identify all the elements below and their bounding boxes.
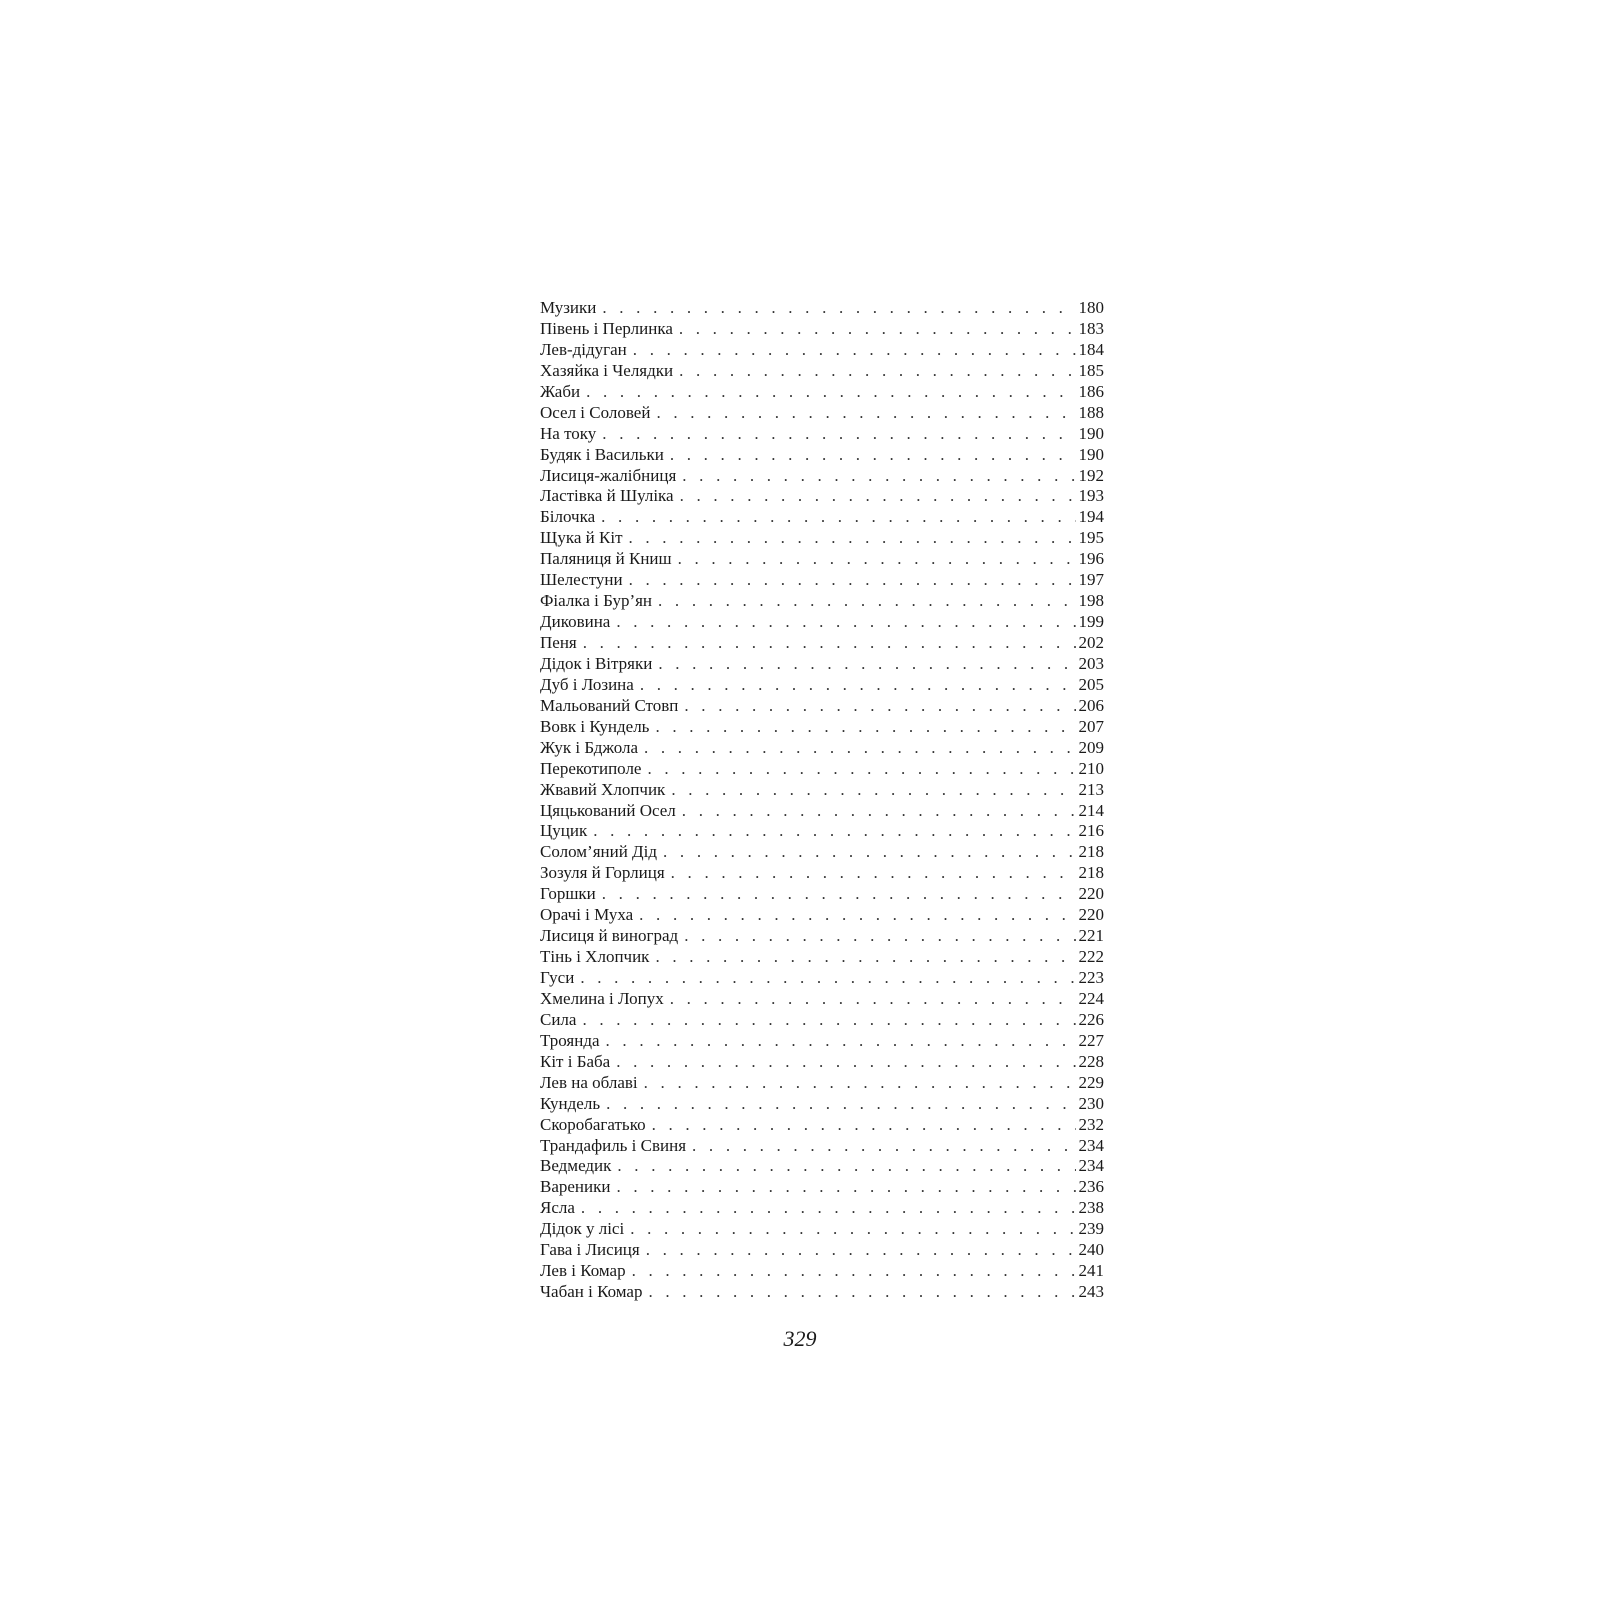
toc-entry-page: 220	[1078, 884, 1104, 904]
toc-dot-leader	[586, 382, 1075, 403]
toc-entry	[540, 1282, 1104, 1303]
toc-dot-leader	[616, 612, 1075, 633]
toc-dot-leader	[682, 466, 1075, 487]
toc-entry	[540, 1240, 1104, 1261]
toc-entry-title: Сила	[540, 1009, 577, 1029]
toc-entry	[540, 968, 1104, 989]
toc-entry	[540, 1052, 1104, 1073]
toc-entry-title: Перекотиполе	[540, 758, 642, 778]
toc-entry-title: Гуси	[540, 968, 575, 987]
toc-entry-page: 206	[1078, 695, 1104, 715]
toc-dot-leader	[616, 1177, 1075, 1198]
toc-entry-page: 240	[1078, 1240, 1104, 1260]
toc-entry-page: 183	[1078, 318, 1104, 338]
toc-entry-title: Диковина	[540, 612, 611, 632]
toc-entry-page: 221	[1078, 926, 1104, 946]
toc-entry	[540, 1198, 1104, 1219]
toc-entry-title: Цяцькований Осел	[540, 800, 676, 820]
toc-dot-leader	[671, 780, 1075, 801]
toc-entry-page: 234	[1078, 1135, 1104, 1155]
toc-entry	[540, 717, 1104, 738]
toc-entry	[540, 528, 1104, 549]
toc-dot-leader	[646, 1240, 1076, 1261]
toc-dot-leader	[602, 424, 1075, 445]
toc-entry-title: Лев і Комар	[540, 1261, 626, 1281]
toc-entry	[540, 884, 1104, 905]
toc-dot-leader	[606, 1094, 1075, 1115]
toc-entry-page: 220	[1078, 905, 1104, 925]
toc-dot-leader	[583, 633, 1076, 654]
toc-entry-title: Хмелина і Лопух	[540, 988, 664, 1008]
toc-dot-leader	[658, 654, 1075, 675]
toc-entry	[540, 1115, 1104, 1136]
toc-dot-leader	[602, 298, 1075, 319]
toc-entry-page: 229	[1078, 1072, 1104, 1092]
toc-entry	[540, 989, 1104, 1010]
toc-entry	[540, 947, 1104, 968]
toc-dot-leader	[580, 968, 1075, 989]
toc-entry-page: 195	[1078, 528, 1104, 548]
toc-dot-leader	[680, 486, 1076, 507]
toc-entry-page: 218	[1078, 842, 1104, 862]
toc-entry-page: 223	[1078, 968, 1104, 987]
toc-entry-page: 185	[1078, 360, 1104, 380]
toc-entry	[540, 905, 1104, 926]
toc-entry-title: Жук і Бджола	[540, 737, 638, 757]
toc-dot-leader	[639, 905, 1075, 926]
toc-dot-leader	[682, 801, 1076, 822]
toc-entry-title: Ясла	[540, 1198, 575, 1218]
toc-dot-leader	[671, 863, 1076, 884]
toc-entry-title: Лев на облаві	[540, 1072, 638, 1092]
toc-entry-page: 202	[1078, 633, 1104, 652]
toc-dot-leader	[640, 675, 1076, 696]
toc-dot-leader	[652, 1115, 1076, 1136]
toc-entry-page: 218	[1078, 863, 1104, 883]
toc-dot-leader	[630, 1219, 1075, 1240]
toc-dot-leader	[601, 507, 1075, 528]
toc-dot-leader	[593, 821, 1075, 842]
toc-entry	[540, 486, 1104, 507]
toc-entry-page: 205	[1078, 674, 1104, 694]
toc-entry	[540, 1031, 1104, 1052]
toc-entry-page: 236	[1078, 1177, 1104, 1197]
toc-entry-title: Гава і Лисиця	[540, 1240, 640, 1260]
toc-entry-page: 190	[1078, 444, 1104, 464]
toc-entry	[540, 298, 1104, 319]
toc-dot-leader	[644, 738, 1076, 759]
toc-entry-title: Лисиця-жалібниця	[540, 465, 677, 485]
toc-dot-leader	[692, 1136, 1075, 1157]
toc-dot-leader	[678, 549, 1076, 570]
toc-dot-leader	[632, 1261, 1076, 1282]
toc-entry-page: 230	[1078, 1093, 1104, 1113]
toc-entry-page: 186	[1078, 381, 1104, 401]
toc-entry-page: 224	[1078, 988, 1104, 1008]
toc-entry	[540, 926, 1104, 947]
toc-entry-title: Будяк і Васильки	[540, 444, 664, 464]
toc-entry-title: Дуб і Лозина	[540, 674, 634, 694]
toc-entry-page: 214	[1078, 800, 1104, 820]
toc-entry	[540, 696, 1104, 717]
toc-entry-title: Пеня	[540, 633, 577, 652]
toc-entry	[540, 445, 1104, 466]
toc-entry-title: Лев-дідуган	[540, 339, 627, 359]
toc-entry	[540, 1156, 1104, 1177]
toc-dot-leader	[629, 570, 1076, 591]
toc-entry	[540, 466, 1104, 487]
toc-entry-title: Тінь і Хлопчик	[540, 947, 650, 967]
toc-dot-leader	[658, 591, 1075, 612]
toc-entry-title: На току	[540, 423, 597, 443]
toc-entry-page: 199	[1078, 612, 1104, 632]
toc-entry-page: 241	[1078, 1261, 1104, 1281]
toc-entry-title: Ластівка й Шуліка	[540, 486, 674, 506]
toc-entry	[540, 382, 1104, 403]
toc-dot-leader	[647, 759, 1075, 780]
toc-entry	[540, 863, 1104, 884]
toc-entry-page: 243	[1078, 1282, 1104, 1302]
toc-entry-page: 213	[1078, 779, 1104, 799]
toc-entry-title: Чабан і Комар	[540, 1282, 643, 1302]
toc-entry-title: Білочка	[540, 507, 596, 527]
toc-entry-title: Паляниця й Книш	[540, 549, 672, 569]
toc-entry-title: Кундель	[540, 1093, 601, 1113]
page-number: 329	[783, 1326, 817, 1351]
toc-entry-title: Горшки	[540, 884, 596, 904]
toc-dot-leader	[663, 842, 1075, 863]
toc-entry-page: 197	[1078, 570, 1104, 590]
toc-entry-title: Трандафиль і Свиня	[540, 1135, 687, 1155]
toc-dot-leader	[581, 1198, 1076, 1219]
toc-dot-leader	[602, 884, 1076, 905]
toc-entry	[540, 570, 1104, 591]
toc-entry	[540, 759, 1104, 780]
toc-entry-title: Вареники	[540, 1177, 611, 1197]
toc-entry	[540, 361, 1104, 382]
toc-entry-title: Ведмедик	[540, 1156, 612, 1176]
table-of-contents	[540, 298, 1104, 1303]
toc-dot-leader	[655, 717, 1075, 738]
toc-dot-leader	[606, 1031, 1076, 1052]
toc-entry	[540, 1136, 1104, 1157]
toc-entry	[540, 424, 1104, 445]
toc-entry	[540, 654, 1104, 675]
toc-entry-title: Цуцик	[540, 821, 588, 841]
toc-dot-leader	[616, 1052, 1075, 1073]
toc-entry-page: 226	[1078, 1009, 1104, 1029]
toc-entry-page: 234	[1078, 1156, 1104, 1176]
toc-entry	[540, 340, 1104, 361]
toc-entry-page: 222	[1078, 947, 1104, 967]
toc-entry-page: 196	[1078, 549, 1104, 569]
toc-entry-page: 239	[1078, 1219, 1104, 1239]
toc-entry-title: Півень і Перлинка	[540, 318, 673, 338]
toc-entry	[540, 780, 1104, 801]
toc-entry-page: 193	[1078, 486, 1104, 506]
toc-entry	[540, 1177, 1104, 1198]
toc-entry-title: Жаби	[540, 381, 581, 401]
toc-entry-page: 209	[1078, 737, 1104, 757]
toc-dot-leader	[582, 1010, 1075, 1031]
toc-dot-leader	[670, 445, 1076, 466]
toc-entry-title: Щука й Кіт	[540, 528, 623, 548]
toc-entry-title: Жвавий Хлопчик	[540, 779, 666, 799]
toc-entry	[540, 591, 1104, 612]
toc-dot-leader	[648, 1282, 1075, 1303]
toc-entry-page: 184	[1078, 339, 1104, 359]
toc-entry-title: Кіт і Баба	[540, 1051, 611, 1071]
toc-dot-leader	[684, 926, 1075, 947]
toc-dot-leader	[679, 361, 1075, 382]
toc-entry	[540, 1094, 1104, 1115]
toc-entry-title: Дідок і Вітряки	[540, 653, 653, 673]
toc-dot-leader	[617, 1156, 1075, 1177]
toc-entry	[540, 1073, 1104, 1094]
toc-entry-page: 238	[1078, 1198, 1104, 1218]
toc-dot-leader	[656, 403, 1075, 424]
toc-entry-page: 190	[1078, 423, 1104, 443]
toc-entry	[540, 1219, 1104, 1240]
toc-dot-leader	[629, 528, 1076, 549]
toc-dot-leader	[684, 696, 1075, 717]
toc-entry-page: 227	[1078, 1030, 1104, 1050]
toc-entry-page: 232	[1078, 1114, 1104, 1134]
toc-entry-title: Троянда	[540, 1030, 600, 1050]
toc-dot-leader	[633, 340, 1076, 361]
toc-entry	[540, 633, 1104, 654]
toc-entry	[540, 1261, 1104, 1282]
toc-entry	[540, 801, 1104, 822]
toc-entry-title: Зозуля й Горлиця	[540, 863, 665, 883]
toc-entry-page: 192	[1078, 465, 1104, 485]
toc-entry	[540, 821, 1104, 842]
toc-entry	[540, 319, 1104, 340]
toc-entry-title: Фіалка і Бур’ян	[540, 591, 653, 611]
toc-entry-page: 210	[1078, 758, 1104, 778]
toc-entry	[540, 1010, 1104, 1031]
toc-entry	[540, 403, 1104, 424]
toc-entry-page: 188	[1078, 402, 1104, 422]
toc-entry	[540, 738, 1104, 759]
toc-entry-title: Хазяйка і Челядки	[540, 360, 674, 380]
toc-entry-page: 207	[1078, 716, 1104, 736]
toc-entry-title: Лисиця й виноград	[540, 926, 679, 946]
toc-entry-title: Солом’яний Дід	[540, 842, 658, 862]
toc-entry-title: Осел і Соловей	[540, 402, 651, 422]
toc-entry-page: 194	[1078, 507, 1104, 527]
toc-dot-leader	[679, 319, 1076, 340]
toc-entry-title: Шелестуни	[540, 570, 623, 590]
toc-entry	[540, 675, 1104, 696]
toc-entry-page: 198	[1078, 591, 1104, 611]
toc-dot-leader	[644, 1073, 1076, 1094]
toc-dot-leader	[655, 947, 1075, 968]
toc-entry-page: 180	[1078, 298, 1104, 317]
toc-entry	[540, 612, 1104, 633]
toc-entry-title: Скоробагатько	[540, 1114, 646, 1134]
toc-entry-title: Мальований Стовп	[540, 695, 679, 715]
toc-entry-page: 228	[1078, 1051, 1104, 1071]
toc-entry-page: 216	[1078, 821, 1104, 841]
toc-entry	[540, 842, 1104, 863]
toc-entry-title: Дідок у лісі	[540, 1219, 625, 1239]
toc-entry-title: Вовк і Кундель	[540, 716, 650, 736]
toc-dot-leader	[670, 989, 1076, 1010]
toc-entry-title: Музики	[540, 298, 597, 317]
toc-entry	[540, 507, 1104, 528]
toc-entry	[540, 549, 1104, 570]
toc-entry-title: Орачі і Муха	[540, 905, 634, 925]
toc-entry-page: 203	[1078, 653, 1104, 673]
